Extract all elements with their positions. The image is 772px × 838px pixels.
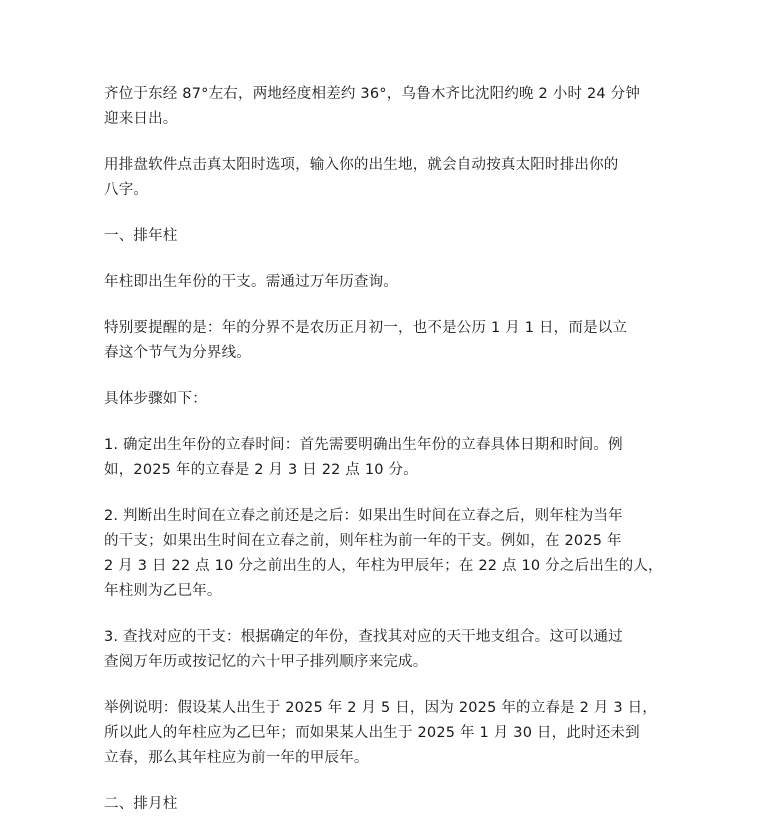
- text-line: 春这个节气为分界线。: [104, 345, 251, 361]
- text-line: 立春，那么其年柱应为前一年的甲辰年。: [104, 750, 369, 766]
- paragraph-step-2: [104, 504, 664, 604]
- paragraph-example: [104, 696, 664, 771]
- paragraph-steps-intro: [104, 387, 664, 412]
- paragraph-sunrise-difference: [104, 82, 664, 132]
- heading-text: 二、排月柱: [104, 796, 178, 812]
- text-line: 具体步骤如下：: [104, 391, 207, 407]
- text-line: 八字。: [104, 182, 149, 198]
- paragraph-true-solar-time: [104, 153, 664, 203]
- text-line: 迎来日出。: [104, 111, 178, 127]
- text-line: 举例说明：假设某人出生于 2025 年 2 月 5 日，因为 2025 年的立春是 2 月 3 日，: [104, 700, 658, 716]
- text-line: 年柱即出生年份的干支。需通过万年历查询。: [104, 274, 398, 290]
- text-line: 齐位于东经 87°左右，两地经度相差约 36°，乌鲁木齐比沈阳约晚 2 小时 24 分钟: [104, 86, 641, 102]
- paragraph-special-reminder: [104, 316, 664, 366]
- text-line: 的干支；如果出生时间在立春之前，则年柱为前一年的干支。例如，在 2025 年: [104, 533, 622, 549]
- text-line: 2. 判断出生时间在立春之前还是之后：如果出生时间在立春之后，则年柱为当年: [104, 508, 623, 524]
- text-line: 年柱则为乙巳年。: [104, 583, 222, 599]
- text-line: 如，2025 年的立春是 2 月 3 日 22 点 10 分。: [104, 462, 418, 478]
- text-line: 查阅万年历或按记忆的六十甲子排列顺序来完成。: [104, 654, 428, 670]
- text-line: 2 月 3 日 22 点 10 分之前出生的人，年柱为甲辰年；在 22 点 10 分之后出生的人，: [104, 558, 663, 574]
- text-line: 特别要提醒的是：年的分界不是农历正月初一，也不是公历 1 月 1 日，而是以立: [104, 320, 628, 336]
- heading-text: 一、排年柱: [104, 228, 178, 244]
- paragraph-step-3: [104, 625, 664, 675]
- text-line: 3. 查找对应的干支：根据确定的年份，查找其对应的天干地支组合。这可以通过: [104, 629, 623, 645]
- paragraph-year-pillar-definition: [104, 270, 664, 295]
- text-line: 所以此人的年柱应为乙巳年；而如果某人出生于 2025 年 1 月 30 日，此时还未到: [104, 725, 640, 741]
- text-line: 用排盘软件点击真太阳时选项，输入你的出生地，就会自动按真太阳时排出你的: [104, 157, 619, 173]
- text-line: 1. 确定出生年份的立春时间：首先需要明确出生年份的立春具体日期和时间。例: [104, 437, 623, 453]
- document-body: [104, 82, 664, 838]
- section-heading-month-pillar: [104, 792, 664, 817]
- section-heading-year-pillar: [104, 224, 664, 249]
- paragraph-step-1: [104, 433, 664, 483]
